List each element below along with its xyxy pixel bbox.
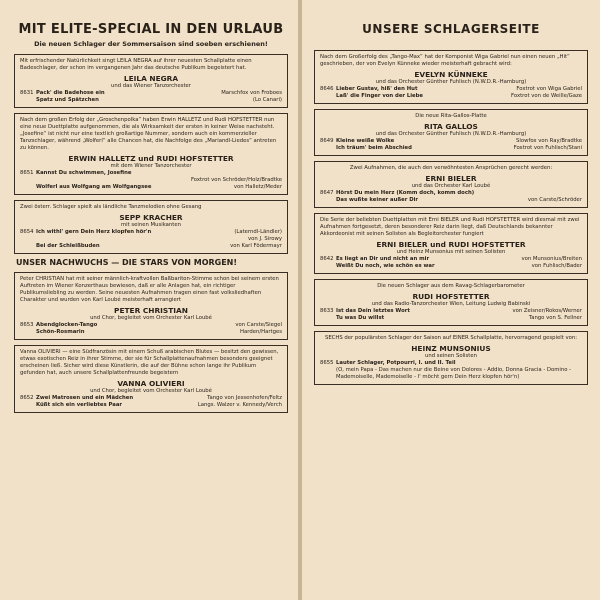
song-info: von Zeisner/Rokos/Werner xyxy=(512,308,582,314)
song-info: Langs. Walzer v. Kennedy/Verch xyxy=(197,402,282,408)
right-column xyxy=(302,0,600,600)
box-intro: Die neuen Schlager aus dem Ravag-Schlagerbarometer xyxy=(377,283,525,289)
left-column xyxy=(0,0,298,600)
song-title: Kannst Du schwimmen, Josefine xyxy=(36,170,132,176)
artist-name: HEINZ MUNSONIUS xyxy=(411,344,491,353)
artist-name: LEILA NEGRA xyxy=(123,74,179,83)
record-box-halletz-hofstetter xyxy=(14,113,288,195)
artist-name: RITA GALLOS xyxy=(424,122,478,131)
song-info: von Munsonius/Breiten xyxy=(521,256,582,262)
record-box-leila-negra xyxy=(14,54,288,108)
song-title: Schön-Rosmarin xyxy=(36,329,85,335)
box-intro: SECHS der populärsten Schlager der Saison auf EINER Schallplatte, hervorragend gespielt von: xyxy=(324,335,578,341)
song-info: von Halletz/Meder xyxy=(233,184,282,190)
song-title: Ich träum' beim Abschied xyxy=(336,145,412,151)
record-box-peter-christian xyxy=(14,272,288,340)
accompaniment: und das Wiener Tanzorchester xyxy=(111,83,191,89)
record-line xyxy=(320,138,582,145)
accompaniment: und das Radio-Tanzorchester Wien, Leitung Ludwig Babinski xyxy=(371,301,531,307)
box-intro: Peter CHRISTIAN hat mit seiner männlich-kraftvollen Baßbariton-Stimme schon bei seinem ersten Auftreten im Wiener Konzerthaus bewiesen, daß er alle Anlagen hat, ein richtiger Publikumsliebling zu werden. Seine neuesten Aufnahmen tragen einen fast volksliedhaften Charakter und wurden von Karl Loubé meisterhaft arrangiert xyxy=(20,276,279,303)
song-title: Zwei Matrosen und ein Mädchen xyxy=(36,395,134,401)
song-title: Es liegt an Dir und nicht an mir xyxy=(336,256,430,262)
song-info: Foxtrot von Fuhlisch/Stani xyxy=(513,145,582,151)
song-title: Spatz und Spätzchen xyxy=(36,97,99,103)
box-intro: Mit erfrischender Natürlichkeit singt LEILA NEGRA auf ihrer neuesten Schallplatte einen Badeschlager, der schon im vergangenen Jahr das deutsche Publikum begeistert hat. xyxy=(20,58,252,71)
record-credit xyxy=(20,177,282,184)
accompaniment: und Heinz Munsonius mit seinen Solisten xyxy=(396,249,506,255)
accompaniment: und das Orchester Karl Loubé xyxy=(411,183,491,189)
record-line xyxy=(320,145,582,152)
accompaniment: und seinen Solisten xyxy=(425,353,477,359)
song-title: Tu was Du willst xyxy=(336,315,385,321)
song-info: Marschfox von Froboes xyxy=(221,90,282,96)
record-line xyxy=(320,93,582,100)
accompaniment: mit dem Wiener Tanzorchester xyxy=(110,163,192,169)
artist-name: VANNA OLIVIERI xyxy=(117,379,185,388)
song-title: Ist das Dein letztes Wort xyxy=(336,308,410,314)
catalog-number: 8652 xyxy=(20,395,34,401)
box-intro: Zwei österr. Schlager spielt als ländliche Tanzmelodien ohne Gesang xyxy=(20,204,202,210)
catalog-number: 8653 xyxy=(20,322,34,328)
record-line xyxy=(20,395,282,402)
right-title: UNSERE SCHLAGERSEITE xyxy=(362,22,540,36)
artist-name: EVELYN KÜNNEKE xyxy=(414,70,488,79)
record-line xyxy=(20,170,282,177)
catalog-number: 8633 xyxy=(320,308,334,314)
song-title: Ich withl' gern Dein Herz klopfen hör'n xyxy=(36,229,152,235)
record-line xyxy=(20,329,282,336)
artist-name: RUDI HOFSTETTER xyxy=(412,292,490,301)
song-info: Foxtrot von de Weille/Gaze xyxy=(511,93,582,99)
record-box-sepp-kracher xyxy=(14,200,288,254)
song-info: von Karl Födermayr xyxy=(230,243,282,249)
record-line xyxy=(320,197,582,204)
record-line xyxy=(320,315,582,322)
song-title: Laß' die Finger von der Liebe xyxy=(336,93,424,99)
box-intro: Nach dem großen Erfolg der „Groschenpolka“ haben Erwin HALLETZ und Rudi HOFSTETTER nun eine neue Duettplatte aufgenommen, die als Wirksamkeit der ersten in keiner Weise nachsteht. „Josefine“ ist nicht nur eine textlich großartige Nummer, sondern auch ein kommerzieller Tanzschlager, während „Wolferl“ alle Chancen hat, die Nachfolge des „Mariandl-Liedes“ antreten zu können. xyxy=(20,117,277,151)
record-line xyxy=(20,402,282,409)
catalog-number: 8651 xyxy=(20,170,34,176)
catalog-number: 8654 xyxy=(20,229,34,235)
song-title: Kleine weiße Wolke xyxy=(336,138,395,144)
record-line xyxy=(320,308,582,315)
record-box-vanna-olivieri xyxy=(14,345,288,413)
catalog-number: 8647 xyxy=(320,190,334,196)
song-info: (Lo Canari) xyxy=(252,97,282,103)
record-box-rita-gallos xyxy=(314,109,588,156)
catalog-number: 8631 xyxy=(20,90,34,96)
song-title: Lieber Gustav, hiß' den Hut xyxy=(336,86,418,92)
record-line xyxy=(20,243,282,250)
song-info: von J. Sirowy xyxy=(248,236,282,242)
accompaniment: mit seinen Musikanten xyxy=(121,222,181,228)
song-title: Hörst Du mein Herz (Komm doch, komm doch) xyxy=(336,190,475,196)
song-info: Foxtrot von Wiga Gabriel xyxy=(516,86,582,92)
record-box-rudi-hofstetter xyxy=(314,279,588,326)
record-line xyxy=(20,184,282,191)
record-line xyxy=(20,90,282,97)
catalog-number: 8655 xyxy=(320,360,334,366)
song-info: von Carste/Schröder xyxy=(527,197,582,203)
record-line xyxy=(320,360,582,367)
record-line xyxy=(20,322,282,329)
accompaniment: und Chor, begleitet vom Orchester Karl Loubé xyxy=(90,315,212,321)
record-credit xyxy=(20,236,282,243)
song-title: Wolferl aus Wolfgang am Wolfgangsee xyxy=(36,184,152,190)
record-box-erni-bieler xyxy=(314,161,588,208)
record-line xyxy=(320,256,582,263)
accompaniment: und das Orchester Günther Fuhlisch (N.W.D.R.-Hamburg) xyxy=(375,79,527,85)
song-title: Abendglocken-Tango xyxy=(36,322,98,328)
catalog-number: 8646 xyxy=(320,86,334,92)
box-intro: Vanna OLIVIERI — eine Südfranzösin mit einem Schuß arabischen Blutes — besitzt den gewissen, etwas exotischen Reiz in ihrer Stimme, der sie für Schallplattenaufnahmen besonders geeignet erscheinen ließ. Sicher wird diese Künstlerin, die auf der Bühne schon lange ihr Publikum gefunden hat, auch unsere Schallplattenfreunde begeistern xyxy=(20,349,279,376)
box-intro: Die neue Rita-Gallos-Platte xyxy=(415,113,487,119)
left-title: MIT ELITE-SPECIAL IN DEN URLAUB xyxy=(18,22,284,37)
catalog-number: 8649 xyxy=(320,138,334,144)
song-title: Bei der Schleißbuden xyxy=(36,243,100,249)
artist-name: SEPP KRACHER xyxy=(119,213,183,222)
record-line xyxy=(320,263,582,270)
record-box-bieler-hofstetter xyxy=(314,213,588,274)
section-heading: UNSER NACHWUCHS — DIE STARS VON MORGEN! xyxy=(16,258,238,267)
artist-name: ERWIN HALLETZ und RUDI HOFSTETTER xyxy=(68,154,234,163)
song-info: Tango von Jessenhofen/Feltz xyxy=(207,395,282,401)
song-title: Lauter Schlager, Potpourri, I. und II. Teil xyxy=(336,360,456,366)
song-title: Das wußte keiner außer Dir xyxy=(336,197,419,203)
song-title: Küßt sich ein verliebtes Paar xyxy=(36,402,123,408)
song-info: (Laterndl-Ländler) xyxy=(234,229,282,235)
song-info: Harden/Hartges xyxy=(240,329,282,335)
record-line xyxy=(20,229,282,236)
left-subtitle: Die neuen Schlager der Sommersaison sind soeben erschienen! xyxy=(34,40,268,48)
record-box-evelyn-kunneke xyxy=(314,50,588,104)
box-intro: Zwei Aufnahmen, die auch den verwöhntesten Ansprüchen gerecht werden: xyxy=(349,165,553,171)
song-info: von Carste/Siegel xyxy=(235,322,282,328)
song-info: Slowfox von Ray/Bradtke xyxy=(516,138,582,144)
song-info: von Fuhlisch/Bader xyxy=(531,263,582,269)
record-line xyxy=(320,86,582,93)
box-intro: Nach dem Großerfolg des „Tango-Max“ hat der Komponist Wiga Gabriel nun einen neuen „Hit“ geschrieben, der von Evelyn Künneke wieder meisterhaft gebracht wird: xyxy=(320,54,570,67)
medley-detail: (O, mein Papa - Das machen nur die Beine von Dolores - Addio, Donna Gracia - Domino - Mademoiselle, Mademoiselle - I' möcht gern Dein Herz klopfen hör'n) xyxy=(336,367,572,380)
record-box-heinz-munsonius xyxy=(314,331,588,385)
artist-name: PETER CHRISTIAN xyxy=(114,306,188,315)
catalog-number: 8642 xyxy=(320,256,334,262)
song-title: Pack' die Badehose ein xyxy=(36,90,105,96)
record-line xyxy=(320,190,582,197)
accompaniment: und das Orchester Günther Fuhlisch (N.W.D.R.-Hamburg) xyxy=(375,131,527,137)
accompaniment: und Chor, begleitet vom Orchester Karl Loubé xyxy=(90,388,212,394)
song-info: Tango von S. Fellner xyxy=(528,315,582,321)
artist-name: ERNI BIELER xyxy=(425,174,477,183)
artist-name: ERNI BIELER und RUDI HOFSTETTER xyxy=(376,240,526,249)
song-info: Foxtrot von Schröder/Holz/Bradtke xyxy=(190,177,282,183)
box-intro: Die Serie der beliebten Duettplatten mit Erni BIELER und Rudi HOFSTETTER wird diesmal mit zwei Aufnahmen fortgesetzt, deren besonderer Reiz darin liegt, daß Deutschlands bekannter Akkordeonist mit seinen Solisten als Begleitorchester fungiert xyxy=(320,217,580,237)
song-title: Weißt Du noch, wie schön es war xyxy=(336,263,435,269)
record-line xyxy=(20,97,282,104)
